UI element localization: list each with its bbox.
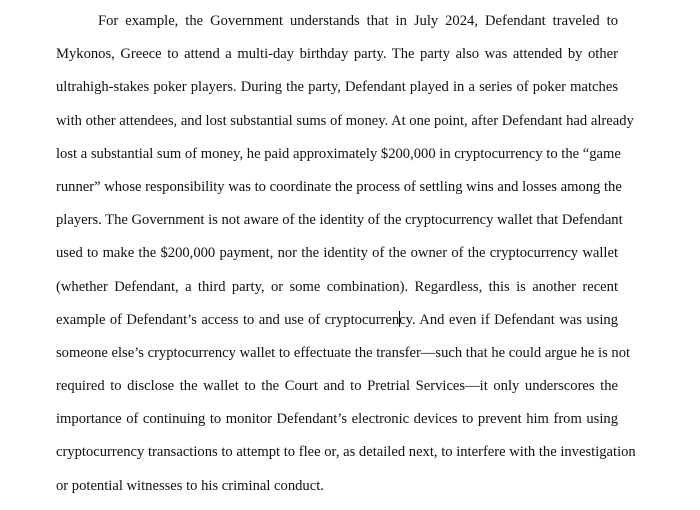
text-line: runner” whose responsibility was to coordinate the process of settling wins and losses among the [56, 178, 622, 195]
body-paragraph[interactable] [56, 10, 636, 508]
text-line: importance of continuing to monitor Defendant’s electronic devices to prevent him from using [56, 411, 618, 428]
text-line: used to make the $200,000 payment, nor the identity of the owner of the cryptocurrency wallet [56, 245, 618, 262]
text-line: lost a substantial sum of money, he paid approximately $200,000 in cryptocurrency to the “game [56, 145, 621, 162]
document-page[interactable] [56, 10, 636, 508]
text-after-cursor: cy. And even if Defendant was using [399, 311, 618, 328]
text-line: someone else’s cryptocurrency wallet to effectuate the transfer—such that he could argue he is not [56, 344, 631, 361]
text-line: or potential witnesses to his criminal conduct. [56, 477, 324, 494]
text-line: players. The Government is not aware of the identity of the cryptocurrency wallet that Defendant [56, 212, 623, 229]
text-line: ultrahigh-stakes poker players. During the party, Defendant played in a series of poker matches [56, 79, 618, 96]
text-line-with-cursor [56, 309, 618, 342]
text-line: with other attendees, and lost substantial sums of money. At one point, after Defendant had already [56, 112, 634, 129]
text-line: For example, the Government understands that in July 2024, Defendant traveled to [98, 13, 618, 29]
text-line: Mykonos, Greece to attend a multi-day birthday party. The party also was attended by other [56, 46, 618, 63]
text-line: cryptocurrency transactions to attempt to flee or, as detailed next, to interfere with the investigation [56, 444, 636, 461]
text-line: required to disclose the wallet to the Court and to Pretrial Services—it only underscores the [56, 378, 618, 395]
text-before-cursor: example of Defendant’s access to and use of cryptocurren [56, 311, 400, 328]
text-line: (whether Defendant, a third party, or some combination). Regardless, this is another recent [56, 278, 618, 295]
